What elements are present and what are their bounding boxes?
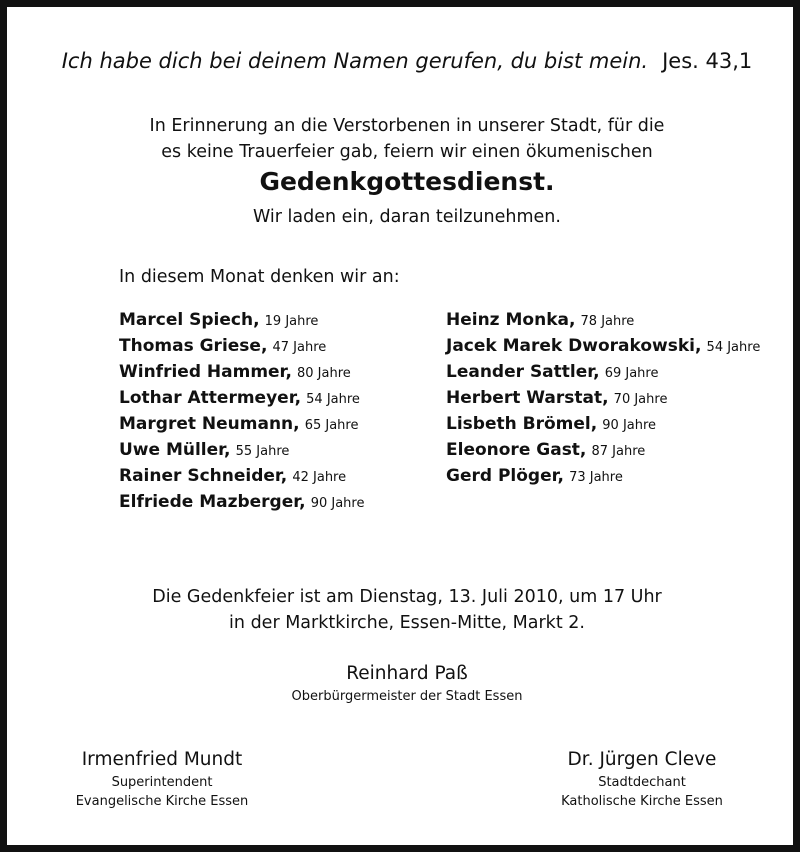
event-details <box>7 584 800 636</box>
deceased-age: 78 Jahre <box>580 314 635 329</box>
list-item <box>446 411 760 437</box>
list-item <box>119 437 364 463</box>
deceased-name: Elfriede Mazberger, <box>119 492 306 512</box>
deceased-age: 87 Jahre <box>591 444 646 459</box>
invitation-text: Wir laden ein, daran teilzunehmen. <box>253 207 561 227</box>
deceased-age: 54 Jahre <box>706 340 761 355</box>
deceased-name: Leander Sattler, <box>446 362 600 382</box>
deceased-age: 70 Jahre <box>613 392 668 407</box>
intro-line-1: In Erinnerung an die Verstorbenen in unserer Stadt, für die <box>149 116 665 136</box>
deceased-age: 47 Jahre <box>272 340 327 355</box>
intro-line-2: es keine Trauerfeier gab, feiern wir einen ökumenischen <box>161 142 653 162</box>
deceased-name: Marcel Spiech, <box>119 310 260 330</box>
list-item <box>119 307 364 333</box>
event-location-line: in der Marktkirche, Essen-Mitte, Markt 2. <box>229 613 585 633</box>
list-item <box>446 437 760 463</box>
deceased-age: 19 Jahre <box>264 314 319 329</box>
deceased-age: 90 Jahre <box>602 418 657 433</box>
event-date-line: Die Gedenkfeier ist am Dienstag, 13. Juli 2010, um 17 Uhr <box>152 587 662 607</box>
deceased-name: Heinz Monka, <box>446 310 576 330</box>
signer-name: Irmenfried Mundt <box>81 749 243 770</box>
deceased-age: 54 Jahre <box>306 392 360 407</box>
deceased-name: Thomas Griese, <box>119 336 268 356</box>
deceased-age: 73 Jahre <box>569 470 623 485</box>
list-item <box>119 489 364 515</box>
signer-name: Dr. Jürgen Cleve <box>567 749 717 770</box>
list-item <box>446 359 760 385</box>
deceased-list-right <box>446 307 760 489</box>
deceased-list-left <box>119 307 364 515</box>
verse-reference: Jes. 43,1 <box>662 49 753 73</box>
deceased-age: 55 Jahre <box>235 444 290 459</box>
deceased-age: 90 Jahre <box>310 496 365 511</box>
memorial-label: In diesem Monat denken wir an: <box>119 267 400 287</box>
list-item <box>119 463 364 489</box>
deceased-name: Lothar Attermeyer, <box>119 388 302 408</box>
signer-protestant <box>47 747 277 811</box>
deceased-age: 80 Jahre <box>297 366 351 381</box>
deceased-name: Herbert Warstat, <box>446 388 609 408</box>
deceased-name: Winfried Hammer, <box>119 362 292 382</box>
deceased-name: Margret Neumann, <box>119 414 300 434</box>
signer-title: Superintendent <box>111 775 213 790</box>
service-heading: Gedenkgottesdienst. <box>259 167 555 196</box>
list-item <box>446 463 760 489</box>
deceased-age: 42 Jahre <box>292 470 347 485</box>
signer-title: Stadtdechant <box>598 775 686 790</box>
deceased-name: Rainer Schneider, <box>119 466 288 486</box>
signer-mayor <box>7 661 800 706</box>
deceased-name: Lisbeth Brömel, <box>446 414 598 434</box>
list-item <box>119 359 364 385</box>
list-item <box>119 411 364 437</box>
signer-catholic <box>527 747 757 811</box>
deceased-age: 65 Jahre <box>304 418 359 433</box>
list-item <box>119 385 364 411</box>
intro-text <box>7 113 800 165</box>
list-item <box>446 333 760 359</box>
deceased-name: Jacek Marek Dworakowski, <box>446 336 702 356</box>
list-item <box>446 307 760 333</box>
signer-title: Oberbürgermeister der Stadt Essen <box>291 689 523 704</box>
signer-organization: Evangelische Kirche Essen <box>75 794 249 809</box>
bible-verse <box>7 47 800 75</box>
deceased-name: Eleonore Gast, <box>446 440 587 460</box>
list-item <box>446 385 760 411</box>
signer-organization: Katholische Kirche Essen <box>561 794 723 809</box>
verse-quote: Ich habe dich bei deinem Namen gerufen, du bist mein. <box>61 49 649 73</box>
deceased-name: Uwe Müller, <box>119 440 231 460</box>
deceased-age: 69 Jahre <box>604 366 659 381</box>
deceased-name: Gerd Plöger, <box>446 466 564 486</box>
signer-name: Reinhard Paß <box>346 663 468 684</box>
list-item <box>119 333 364 359</box>
